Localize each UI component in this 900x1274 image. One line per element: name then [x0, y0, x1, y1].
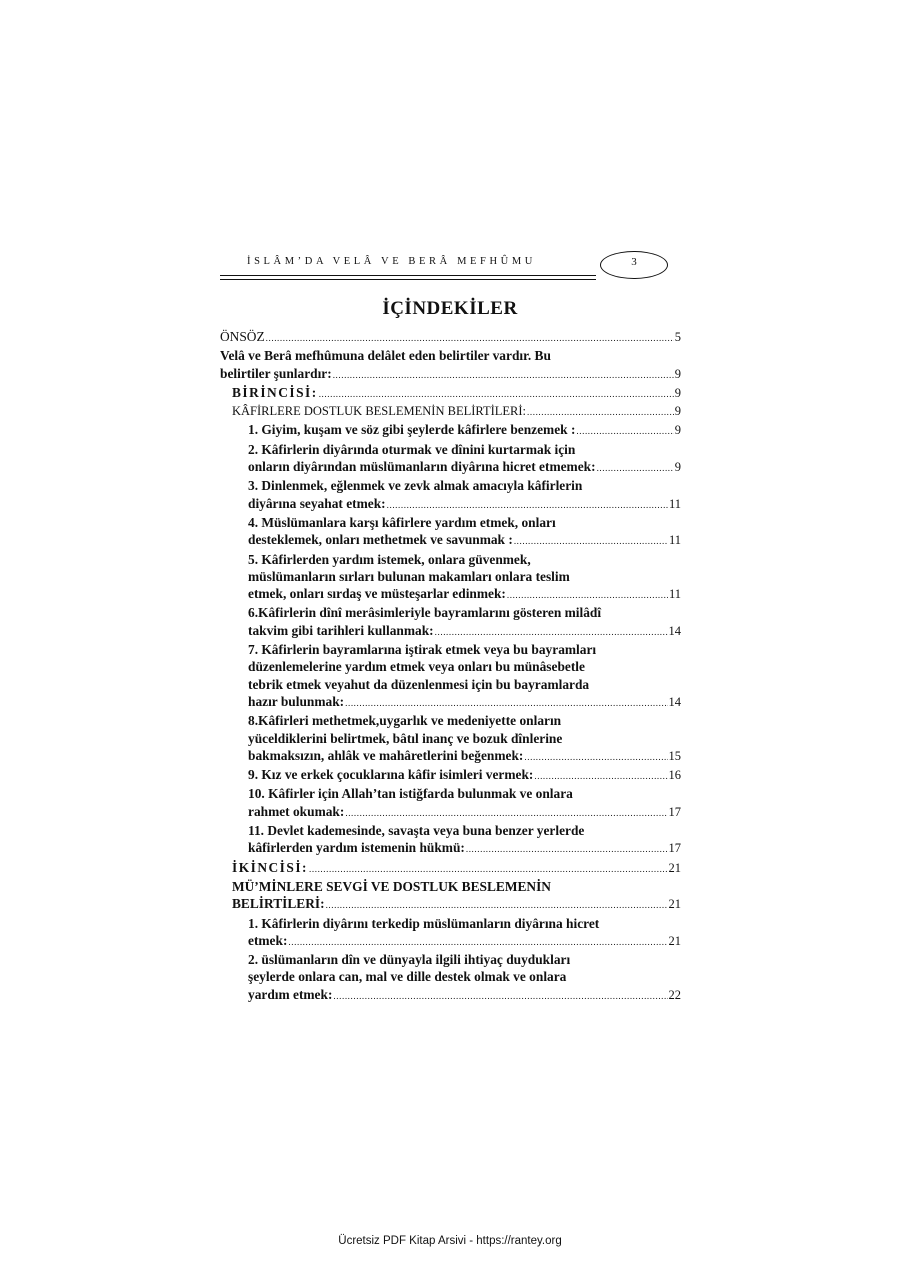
toc-entry-line: yardım etmek:	[248, 986, 333, 1002]
toc-page-number: 9	[674, 460, 681, 475]
toc-entry	[220, 951, 681, 1005]
toc-page-number: 22	[668, 987, 681, 1002]
toc-entry-line: etmek, onları sırdaş ve müsteşarlar edinmek:	[248, 586, 506, 602]
dot-leader	[597, 460, 674, 477]
toc-page-number: 15	[668, 748, 681, 763]
toc-entry-line: onların diyârından müslümanların diyârına hicret etmemek:	[248, 459, 596, 475]
dot-leader	[514, 533, 668, 550]
toc-entry	[220, 347, 681, 384]
toc-entry	[220, 878, 681, 915]
footer-text: Ücretsiz PDF Kitap Arsivi - https://rantey.org	[338, 1235, 562, 1247]
toc-entry	[220, 403, 681, 421]
toc-page-number: 14	[668, 623, 681, 638]
toc-entry	[220, 551, 681, 605]
toc-entry-line: etmek:	[248, 932, 288, 948]
toc-entry-line: kâfirlerden yardım istemenin hükmü:	[248, 840, 465, 856]
toc-entry	[220, 441, 681, 478]
dot-leader	[345, 695, 667, 712]
toc-page-number: 11	[668, 533, 681, 548]
toc-page-number: 5	[674, 330, 681, 344]
toc-entry-line: düzenlemelerine yardım etmek veya onları bu münâsebetle	[248, 659, 585, 675]
dot-leader	[576, 423, 673, 440]
toc-entry-line: ÖNSÖZ	[220, 329, 265, 344]
toc-entry	[220, 328, 681, 347]
toc-entry-line: 1. Giyim, kuşam ve söz gibi şeylerde kâfirlere benzemek :	[248, 422, 576, 438]
toc-entry-line: 11. Devlet kademesinde, savaşta veya buna benzer yerlerde	[248, 823, 585, 839]
toc-page-number: 9	[674, 385, 681, 400]
dot-leader	[309, 861, 667, 878]
running-header: İSLÂM’DA VELÂ VE BERÂ MEFHÛMU	[247, 256, 536, 267]
toc-entry	[220, 712, 681, 766]
toc-page-number: 9	[674, 423, 681, 438]
toc-page-number: 17	[668, 841, 681, 856]
dot-leader	[345, 805, 667, 822]
toc-entry-line: yüceldiklerini belirtmek, bâtıl inanç ve bozuk dînlerine	[248, 730, 563, 746]
toc-page-number: 21	[668, 933, 681, 948]
dot-leader	[266, 330, 674, 347]
toc-entry	[220, 477, 681, 514]
toc-entry-line: hazır bulunmak:	[248, 693, 345, 709]
toc-page-number: 11	[668, 587, 681, 602]
dot-leader	[333, 367, 674, 384]
toc-entry-line: Velâ ve Berâ mefhûmuna delâlet eden belirtiler vardır. Bu	[220, 348, 551, 364]
dot-leader	[435, 624, 668, 641]
toc-entry-line: 10. Kâfirler için Allah’tan istiğfarda bulunmak ve onlara	[248, 786, 573, 802]
toc-entry	[220, 421, 681, 440]
dot-leader	[507, 587, 668, 604]
toc-entry-line: rahmet okumak:	[248, 803, 345, 819]
toc-entry	[220, 766, 681, 785]
toc-entry-line: KÂFİRLERE DOSTLUK BESLEMENİN BELİRTİLERİ:	[232, 404, 527, 419]
toc-entry-line: diyârına seyahat etmek:	[248, 495, 386, 511]
toc-entry-line: takvim gibi tarihleri kullanmak:	[248, 622, 434, 638]
table-of-contents	[220, 328, 681, 1005]
toc-page-number: 9	[674, 404, 681, 419]
toc-entry-line: 7. Kâfirlerin bayramlarına iştirak etmek veya bu bayramları	[248, 642, 597, 658]
toc-entry	[220, 384, 681, 403]
toc-entry-line: 8.Kâfirleri methetmek,uygarlık ve medeniyette onların	[248, 713, 562, 729]
toc-entry-line: tebrik etmek veyahut da düzenlenmesi için bu bayramlarda	[248, 676, 590, 692]
dot-leader	[524, 749, 667, 766]
dot-leader	[387, 497, 668, 514]
toc-page-number: 16	[668, 768, 681, 783]
toc-page-number: 21	[668, 860, 681, 875]
dot-leader	[288, 934, 667, 951]
toc-entry-line: 2. üslümanların dîn ve dünyayla ilgili ihtiyaç duydukları	[248, 952, 571, 968]
toc-entry-line: 4. Müslümanlara karşı kâfirlere yardım etmek, onları	[248, 514, 556, 530]
dot-leader	[466, 841, 668, 858]
toc-entry-line: desteklemek, onları methetmek ve savunmak :	[248, 532, 513, 548]
toc-entry-line: 6.Kâfirlerin dînî merâsimleriyle bayramlarını gösteren milâdî	[248, 605, 602, 621]
toc-entry	[220, 514, 681, 551]
header-rule-bottom	[220, 279, 596, 280]
toc-entry-line: müslümanların sırları bulunan makamları onlara teslim	[248, 568, 570, 584]
toc-entry-line: belirtiler şunlardır:	[220, 365, 332, 381]
toc-entry-line: 3. Dinlenmek, eğlenmek ve zevk almak amacıyla kâfirlerin	[248, 478, 583, 494]
page-number-oval: 3	[600, 251, 668, 279]
toc-page-number: 14	[668, 694, 681, 709]
toc-entry-line: BİRİNCİSİ:	[232, 384, 318, 400]
toc-page-number: 21	[668, 897, 681, 912]
toc-entry-line: 5. Kâfirlerden yardım istemek, onlara güvenmek,	[248, 551, 531, 567]
dot-leader	[326, 897, 668, 914]
toc-entry-line: BELİRTİLERİ:	[232, 896, 325, 912]
toc-entry-line: 2. Kâfirlerin diyârında oturmak ve dînini kurtarmak için	[248, 441, 576, 457]
dot-leader	[319, 386, 674, 403]
toc-entry-line: İKİNCİSİ:	[232, 859, 309, 875]
toc-entry	[220, 604, 681, 641]
dot-leader	[527, 404, 674, 421]
toc-entry	[220, 785, 681, 822]
dot-leader	[333, 988, 667, 1005]
toc-page-number: 17	[668, 804, 681, 819]
toc-title: İÇİNDEKİLER	[382, 298, 518, 319]
dot-leader	[534, 768, 667, 785]
toc-entry-line: 9. Kız ve erkek çocuklarına kâfir isimleri vermek:	[248, 767, 534, 783]
toc-entry	[220, 859, 681, 878]
toc-entry	[220, 641, 681, 712]
toc-page-number: 11	[668, 496, 681, 511]
header-rule-top	[220, 275, 596, 276]
toc-entry	[220, 915, 681, 952]
toc-entry-line: 1. Kâfirlerin diyârını terkedip müslümanların diyârına hicret	[248, 915, 600, 931]
toc-entry-line: bakmaksızın, ahlâk ve mahâretlerini beğenmek:	[248, 747, 524, 763]
toc-entry	[220, 822, 681, 859]
toc-entry-line: MÜ’MİNLERE SEVGİ VE DOSTLUK BESLEMENİN	[232, 878, 551, 894]
toc-entry-line: şeylerde onlara can, mal ve dille destek olmak ve onlara	[248, 969, 567, 985]
toc-page-number: 9	[674, 366, 681, 381]
